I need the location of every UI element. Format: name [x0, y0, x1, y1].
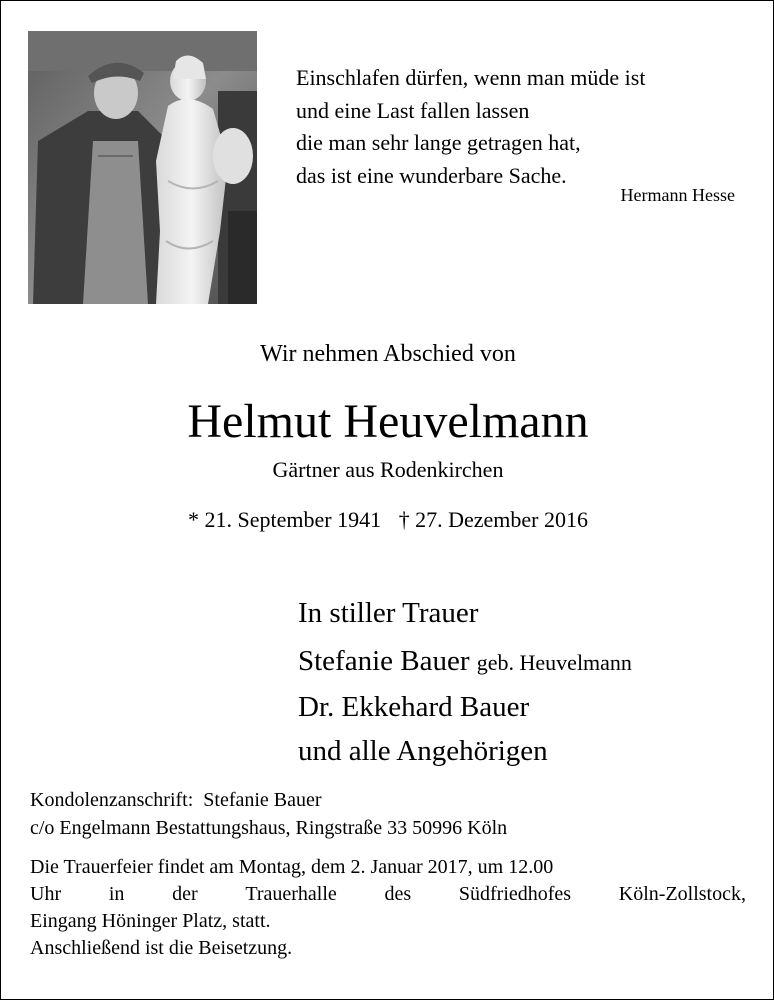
address-label: Kondolenzanschrift: — [30, 789, 194, 811]
intro-text: Wir nehmen Abschied von — [260, 341, 516, 367]
address-line-2: c/o Engelmann Bestattungshaus, Ringstraße 33 50996 Köln — [30, 817, 508, 839]
poem-line: und eine Last fallen lassen — [296, 97, 530, 123]
funeral-line-2 — [30, 881, 746, 908]
mourner-1-name: Stefanie Bauer — [298, 645, 470, 677]
death-date: † 27. Dezember 2016 — [398, 507, 588, 532]
funeral-word: Uhr — [30, 883, 62, 905]
funeral-info — [30, 854, 746, 962]
funeral-word: des — [384, 883, 412, 905]
mourning-title: In stiller Trauer — [298, 597, 479, 629]
birth-date: * 21. September 1941 — [188, 507, 382, 532]
mourner-2: Dr. Ekkehard Bauer — [298, 691, 530, 723]
funeral-line-3: Eingang Höninger Platz, statt. — [30, 910, 271, 932]
deceased-name: Helmut Heuvelmann — [187, 395, 589, 448]
poem-author: Hermann Hesse — [620, 185, 735, 205]
poem — [296, 62, 645, 192]
mourner-1-maiden-name: geb. Heuvelmann — [476, 650, 632, 675]
poem-line: Einschlafen dürfen, wenn man müde ist — [296, 65, 646, 90]
mourners-others: und alle Angehörigen — [298, 735, 548, 767]
funeral-word: in — [108, 883, 125, 905]
address-line-1 — [30, 786, 507, 814]
address-name: Stefanie Bauer — [203, 789, 322, 811]
funeral-line-1: Die Trauerfeier findet am Montag, dem 2. Januar 2017, um 12.00 — [30, 856, 554, 878]
poem-line: die man sehr lange getragen hat, — [296, 130, 581, 155]
occupation: Gärtner aus Rodenkirchen — [272, 457, 504, 482]
mourner-1 — [298, 639, 632, 685]
funeral-word: Köln-Zollstock, — [618, 883, 746, 905]
funeral-word: Südfriedhofes — [458, 883, 572, 905]
life-dates — [1, 507, 774, 533]
funeral-line-4: Anschließend ist die Beisetzung. — [30, 937, 293, 959]
condolence-address — [30, 786, 507, 842]
mourners-block — [298, 591, 632, 773]
funeral-word: der — [172, 883, 198, 905]
portrait-photo — [28, 31, 257, 304]
funeral-word: Trauerhalle — [245, 883, 337, 905]
poem-line: das ist eine wunderbare Sache. — [296, 162, 567, 188]
